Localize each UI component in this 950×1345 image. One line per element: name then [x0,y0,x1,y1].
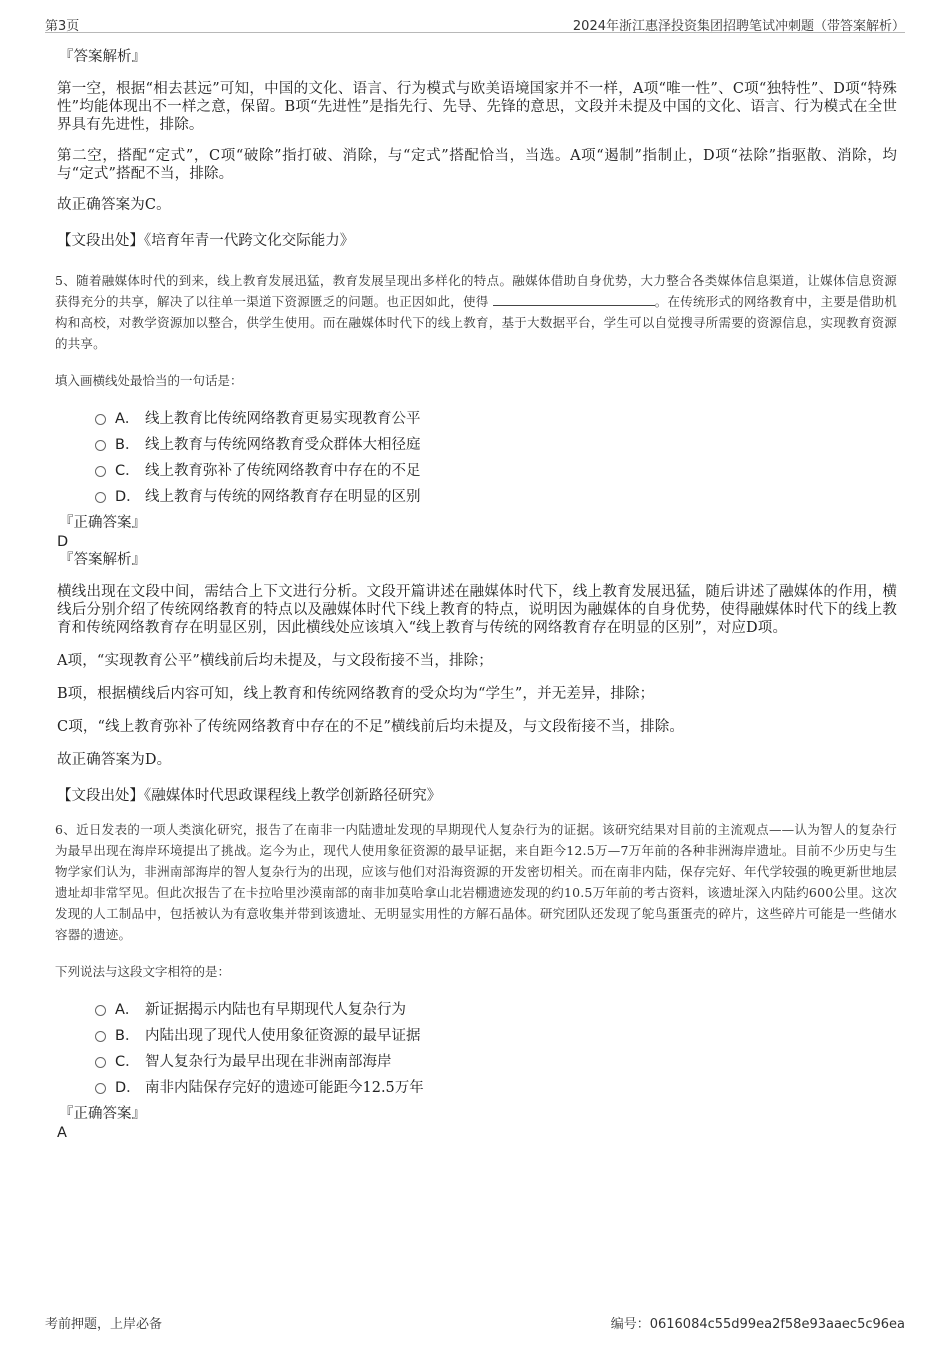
radio-button[interactable] [95,440,106,451]
q5-option-b[interactable]: B． 线上教育与传统网络教育受众群体大相径庭 [95,430,897,456]
q5-analysis-paragraph: 横线出现在文段中间，需结合上下文进行分析。文段开篇讲述在融媒体时代下，线上教育发展迅猛，随后讲述了融媒体的作用，横线后分别介绍了传统网络教育的特点以及融媒体时代下线上教育的特点，说明因为融媒体的自身优势，使得融媒体时代下的线上教育和传统网络教育存在明显区别，因此横线处应该填入“线上教育与传统的网络教育存在明显的区别”，对应D项。 [57,584,897,636]
radio-button[interactable] [95,492,106,503]
q5-analysis-paragraph: A项，“实现教育公平”横线前后均未提及，与文段衔接不当，排除； [57,653,493,669]
q5-analysis-paragraph: C项，“线上教育弥补了传统网络教育中存在的不足”横线前后均未提及，与文段衔接不当，排除。 [57,719,685,735]
fill-blank [493,293,655,306]
footer-slogan: 考前押题，上岸必备 [45,1317,163,1332]
radio-button[interactable] [95,466,106,477]
q5-prompt: 填入画横线处最恰当的一句话是： [55,373,243,388]
page-footer [45,1313,905,1331]
document-title: 2024年浙江惠泽投资集团招聘笔试冲刺题（带答案解析） [572,19,905,34]
document-serial: 编号：0616084c55d99ea2f58e93aaec5c96ea [610,1317,905,1332]
page-header [45,14,905,33]
q5-answer-label: 『正确答案』 [59,515,146,531]
radio-button[interactable] [95,1057,106,1068]
q5-source: 【文段出处】《融媒体时代思政课程线上教学创新路径研究》 [57,788,442,804]
q4-analysis-label: 『答案解析』 [59,49,146,65]
q6-options [95,995,897,1099]
q5-analysis-paragraph: 故正确答案为D。 [57,752,172,768]
q4-source: 【文段出处】《培育年青一代跨文化交际能力》 [57,233,355,249]
q6-option-c[interactable]: C． 智人复杂行为最早出现在非洲南部海岸 [95,1047,897,1073]
q6-answer: A [57,1125,67,1141]
q5-option-a[interactable]: A． 线上教育比传统网络教育更易实现教育公平 [95,404,897,430]
radio-button[interactable] [95,414,106,425]
q6-option-b[interactable]: B． 内陆出现了现代人使用象征资源的最早证据 [95,1021,897,1047]
q5-option-d[interactable]: D． 线上教育与传统的网络教育存在明显的区别 [95,482,897,508]
q4-analysis-paragraph: 故正确答案为C。 [57,197,171,213]
q4-analysis-paragraph: 第二空，搭配“定式”，C项“破除”指打破、消除，与“定式”搭配恰当，当选。A项“遏制”指制止，D项“祛除”指驱散、消除，均与“定式”搭配不当，排除。 [57,148,897,182]
q5-options [95,404,897,508]
q6-answer-label: 『正确答案』 [59,1106,146,1122]
q6-option-d[interactable]: D． 南非内陆保存完好的遗迹可能距今12.5万年 [95,1073,897,1099]
q4-analysis-paragraph: 第一空，根据“相去甚远”可知，中国的文化、语言、行为模式与欧美语境国家并不一样，A项“唯一性”、C项“独特性”、D项“特殊性”均能体现出不一样之意，保留。B项“先进性”是指先行、先导、先锋的意思，文段并未提及中国的文化、语言、行为模式在全世界具有先进性，排除。 [57,81,897,133]
q5-analysis-paragraph: B项，根据横线后内容可知，线上教育和传统网络教育的受众均为“学生”，并无差异，排除； [57,686,655,702]
radio-button[interactable] [95,1083,106,1094]
main-content [57,48,897,1142]
q6-prompt: 下列说法与这段文字相符的是： [55,964,231,979]
page-number: 第3页 [45,19,80,34]
q5-analysis-label: 『答案解析』 [59,552,146,568]
q6-option-a[interactable]: A． 新证据揭示内陆也有早期现代人复杂行为 [95,995,897,1021]
q5-answer: D [57,534,69,550]
q5-stem: 5、随着融媒体时代的到来，线上教育发展迅猛，教育发展呈现出多样化的特点。融媒体借助自身优势，大力整合各类媒体信息渠道，让媒体信息资源获得充分的共享，解决了以往单一渠道下资源匮乏的问题。也正因如此，使得 。在传统形式的网络教育中，主要是借助机构和高校，对教学资源加以整合，供学生使用。而在融媒体时代下的线上教育，基于大数据平台，学生可以自觉搜寻所需要的资源信息，实现教育资源的共享。 [55,273,897,351]
radio-button[interactable] [95,1005,106,1016]
q6-stem: 6、近日发表的一项人类演化研究，报告了在南非一内陆遗址发现的早期现代人复杂行为的证据。该研究结果对目前的主流观点——认为智人的复杂行为最早出现在海岸环境提出了挑战。迄今为止，现代人使用象征资源的最早证据，来自距今12.5万—7万年前的各种非洲海岸遗址。目前不少历史与生物学家们认为，非洲南部海岸的智人复杂行为的出现，应该与他们对沿海资源的开发密切相关。而在南非内陆，保存完好、年代学较强的晚更新世地层遗址却非常罕见。但此次报告了在卡拉哈里沙漠南部的南非加莫哈拿山北岩棚遗迹发现的约10.5万年前的考古资料，该遗址深入内陆约600公里。这次发现的人工制品中，包括被认为有意收集并带到该遗址、无明显实用性的方解石晶体。研究团队还发现了鸵鸟蛋蛋壳的碎片，这些碎片可能是一些储水容器的遗迹。 [55,822,897,942]
q5-option-c[interactable]: C． 线上教育弥补了传统网络教育中存在的不足 [95,456,897,482]
radio-button[interactable] [95,1031,106,1042]
